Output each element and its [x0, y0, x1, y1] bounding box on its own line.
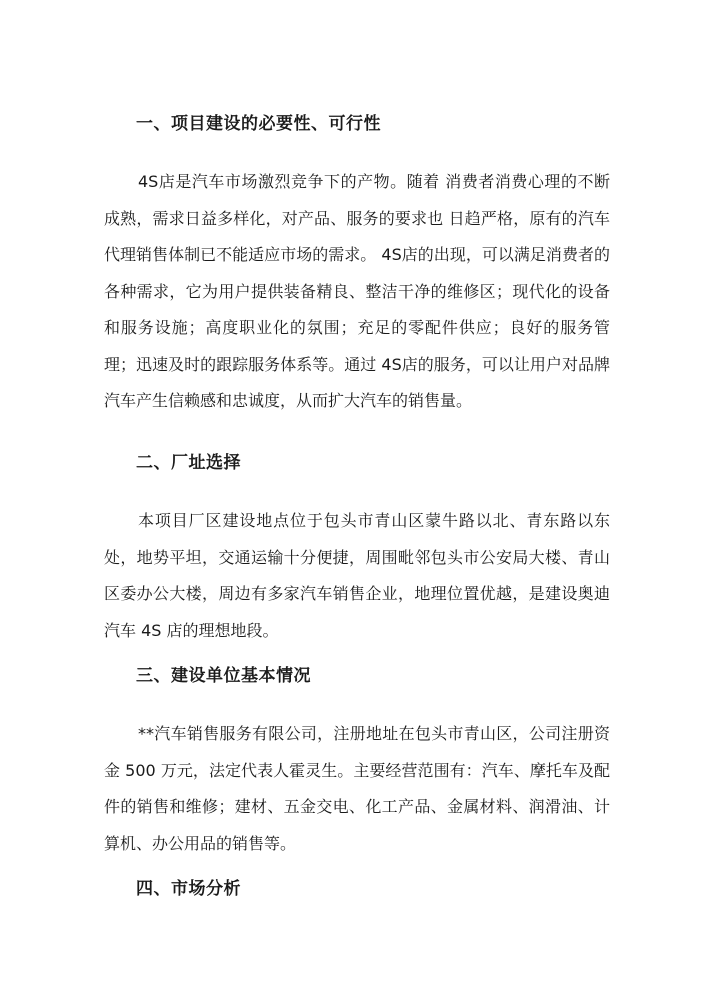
section-2-heading: 二、厂址选择: [136, 453, 241, 473]
section-1-paragraph: 4S店是汽车市场激烈竞争下的产物。随着 消费者消费心理的不断成熟，需求日益多样化，对产品、服务的要求也 日趋严格，原有的汽车代理销售体制已不能适应市场的需求。 4S店的出现，可以满足消费者的各种需求，它为用户提供装备精良、整洁干净的维修区；现代化的设备和服务设施；高度职业化的氛围；充足的零配件供应；良好的服务管理；迅速及时的跟踪服务体系等。通过 4S店的服务，可以让用户对品牌 汽车产生信赖感和忠诚度，从而扩大汽车的销售量。: [104, 172, 610, 410]
section-1-heading: 一、项目建设的必要性、可行性: [136, 114, 381, 134]
section-4-heading: 四、市场分析: [136, 879, 241, 899]
section-2-paragraph: 本项目厂区建设地点位于包头市青山区蒙牛路以北、青东路以东处，地势平坦，交通运输十分便捷，周围毗邻包头市公安局大楼、青山区委办公大楼，周边有多家汽车销售企业，地理位置优越，是建设奥迪汽车 4S 店的理想地段。: [104, 511, 610, 640]
section-3-paragraph: **汽车销售服务有限公司，注册地址在包头市青山区，公司注册资金 500 万元，法定代表人霍灵生。主要经营范围有：汽车、摩托车及配件的销售和维修；建材、五金交电、化工产品、金属材料、润滑油、计算机、办公用品的销售等。: [104, 724, 610, 853]
section-3-heading: 三、建设单位基本情况: [136, 666, 311, 686]
